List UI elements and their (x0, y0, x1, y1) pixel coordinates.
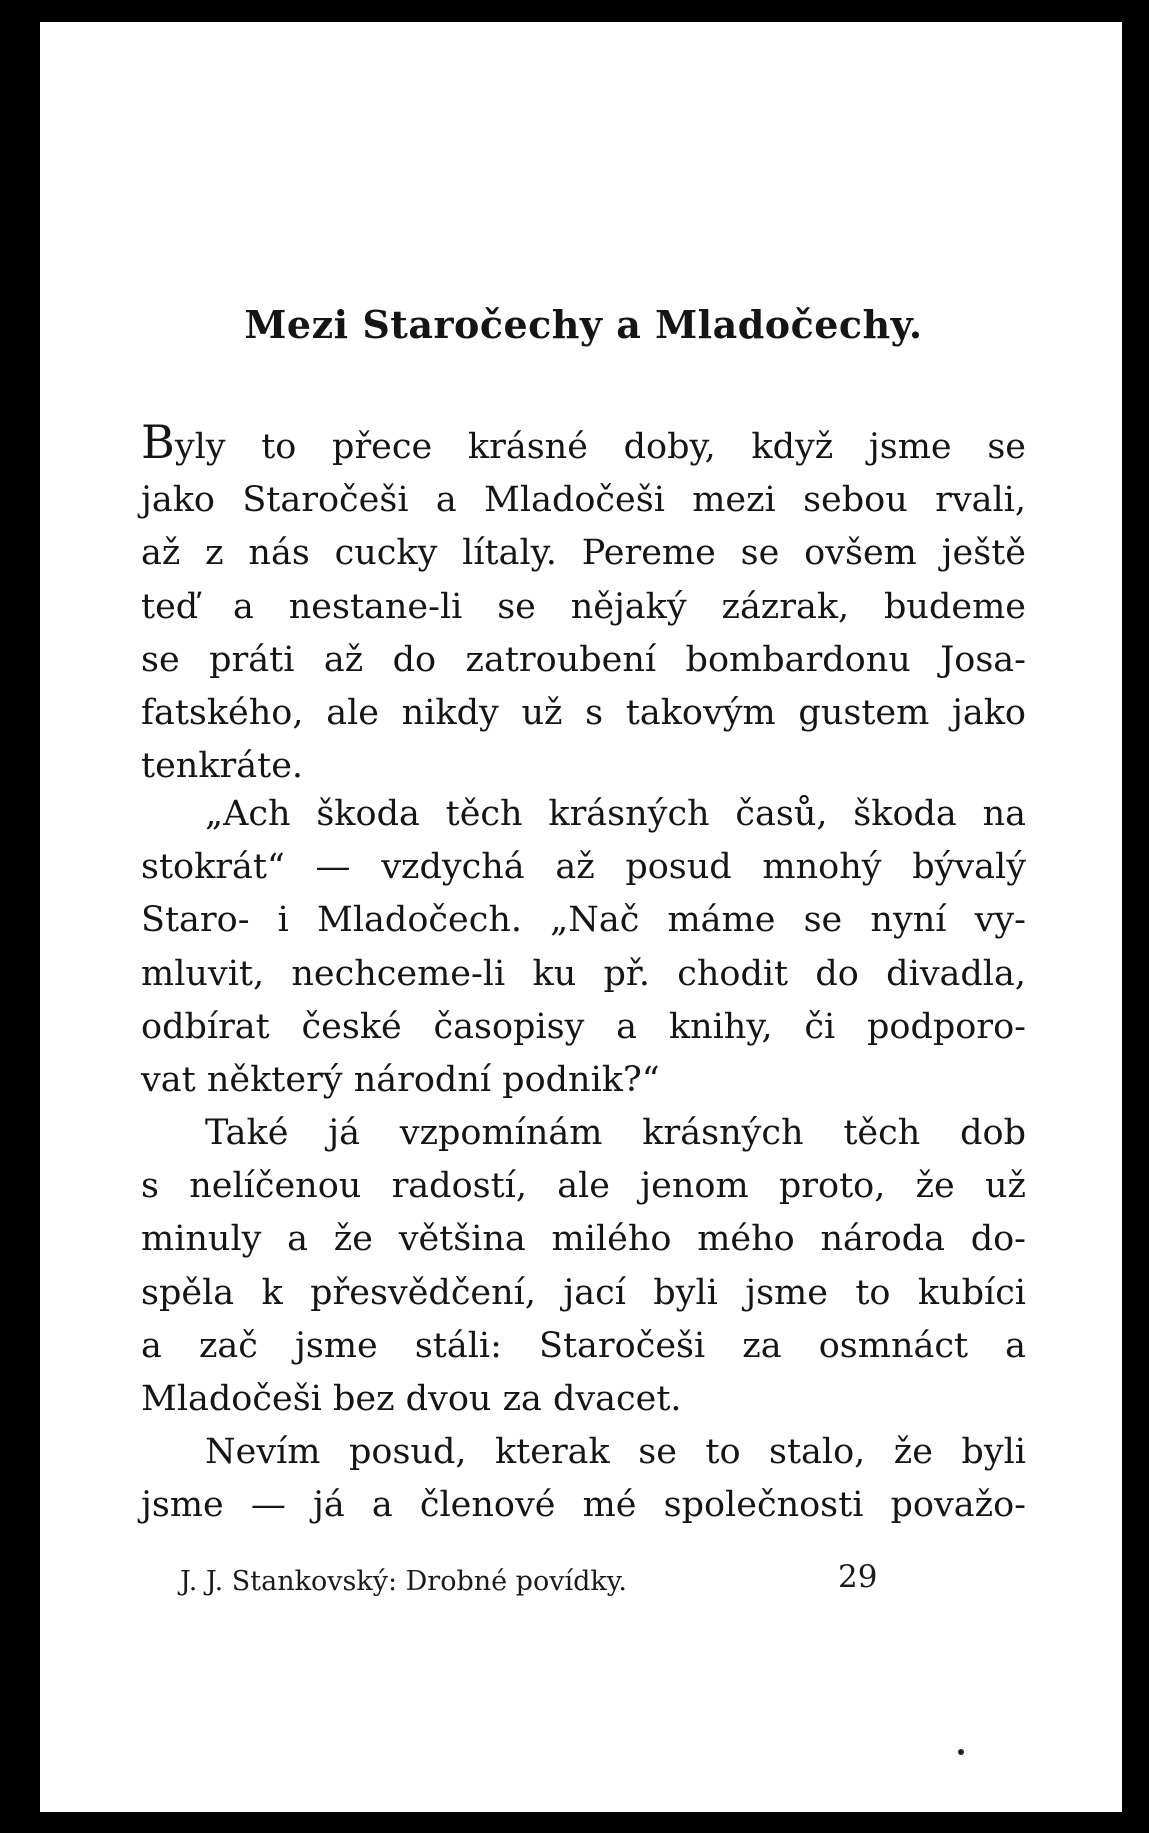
text-line: tenkráte. (141, 746, 304, 787)
text-line: jsme — já a členové mé společnosti považo- (141, 1485, 1026, 1526)
text-line: Nevím posud, kterak se to stalo, že byli (205, 1432, 1026, 1472)
text-line: Mladočeši bez dvou za dvacet. (141, 1379, 682, 1420)
text-line: a zač jsme stáli: Staročeši za osmnáct a (141, 1325, 1026, 1366)
text-line: s nelíčenou radostí, ale jenom proto, že už (141, 1166, 1026, 1207)
text-line: odbírat české časopisy a knihy, či podporo- (141, 1006, 1026, 1047)
paragraph-2 (141, 788, 1026, 1107)
text-line: až z nás cucky lítaly. Pereme se ovšem ještě (141, 533, 1026, 574)
text-line: minuly a že většina milého mého národa do- (141, 1219, 1026, 1260)
text-line: stokrát“ — vzdychá až posud mnohý bývalý (141, 847, 1026, 888)
text-line: spěla k přesvědčení, jací byli jsme to kubíci (141, 1272, 1026, 1313)
paragraph-3 (141, 1107, 1026, 1426)
paragraph-4 (141, 1426, 1026, 1532)
footer-author-title: J. J. Stankovský: Drobné povídky. (180, 1566, 628, 1597)
text-line: teď a nestane-li se nějaký zázrak, budeme (141, 586, 1026, 627)
text-line: mluvit, nechceme-li ku př. chodit do divadla, (141, 953, 1026, 994)
text-line: Také já vzpomínám krásných těch dob (205, 1113, 1026, 1153)
text-line: se práti až do zatroubení bombardonu Josa- (141, 639, 1026, 680)
line-rest: yly to přece krásné doby, když jsme se (174, 427, 1026, 467)
book-page (40, 22, 1122, 1812)
drop-cap: B (141, 415, 175, 469)
paper-speck (958, 1749, 964, 1755)
text-line: fatského, ale nikdy už s takovým gustem jako (141, 693, 1026, 734)
text-line: vat některý národní podnik?“ (141, 1060, 660, 1101)
text-line: Staro- i Mladočech. „Nač máme se nyní vy- (141, 900, 1026, 941)
text-line: jako Staročeši a Mladočeši mezi sebou rvali, (141, 480, 1026, 521)
paragraph-1 (141, 416, 1026, 793)
page-number: 29 (838, 1559, 878, 1595)
text-line (141, 416, 1026, 474)
chapter-title: Mezi Staročechy a Mladočechy. (244, 302, 923, 347)
text-line: „Ach škoda těch krásných časů, škoda na (205, 794, 1026, 834)
